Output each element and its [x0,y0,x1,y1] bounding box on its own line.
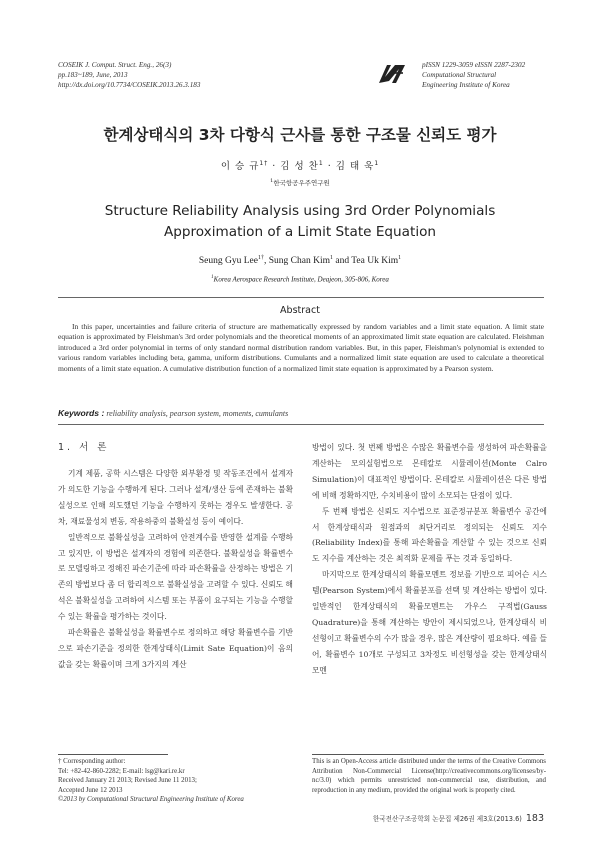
title-korean: 한계상태식의 3차 다항식 근사를 통한 구조물 신뢰도 평가 [103,126,497,144]
affiliation-english: $^1$Korea Aerospace Research Institute, Deajeon, 305-806, Korea [211,275,389,284]
abstract-body: In this paper, uncertainties and failure criteria of structure are mathematically expressed by random variables and a limit state equation. A limit state equation is approximated by Fleishman's 3rd order polynomials and the theoretical moments of an approximated limit state equation are calculated. Fleishman introduced a 3rd order polynomial in terms of only standard normal distribution random variables. But, in this paper, Fleishman's polynomial is extended to various random variables including beta, gamma, uniform distributions. Cumulants and a normalized limit state equation are used to calculate a theoretical moments of a limit state equation. A cumulative distribution function of a normalized limit state equation is approximated by a Pearson system. [58,322,544,373]
title-english [0,201,600,243]
citation-line-2: pp.183~189, June, 2013 [58,71,128,79]
title-english-line-1: Structure Reliability Analysis using 3rd Order Polynomials [104,203,496,219]
abstract-heading: Abstract [280,305,320,316]
body-paragraph: 일반적으로 불확실성을 고려하여 안전계수를 반영한 설계를 수행하고 있지만, 이 방법은 설계자의 경험에 의존한다. 불확실성을 확률변수로 모델링하고 정해진 파손기준에 따라 파손확률을 산정하는 방법은 기존의 방법보다 좀 더 합리적으로 불확실성을 고려할 수 있다. 신뢰도 해석은 불확실성을 고려하여 시스템 또는 부품이 요구되는 기능을 수행할 수 있는 확률을 평가하는 것이다. [58,532,293,622]
page-number: 183 [525,813,544,824]
corresponding-author-footnote: † Corresponding author: Tel: +82-42-860-2282; E-mail: lsg@kari.re.kr Received January 21 2013; Revised June 11 2013; Accepted June 12 2013 ©2013 by Computational Structural Engineering Institute of Korea [58,757,298,805]
authors-korean: 이 승 규$^{1\dagger}$ · 김 성 찬$^1$ · 김 태 욱$^1$ [220,159,380,172]
citation-line-1: COSEIK J. Comput. Struct. Eng., 26(3) [58,61,172,69]
publisher-line-2: Engineering Institute of Korea [422,81,510,89]
open-access-notice: This is an Open-Access article distributed under the terms of the Creative Commons Attribution Non-Commercial License(http://creativecommons.org/licenses/by-nc/3.0) which permits unrestricted non-commercial use, distribution, and reproduction in any medium, provided the original work is properly cited. [312,758,546,794]
abstract-bottom-divider [58,424,544,425]
body-paragraph: 기계 제품, 공학 시스템은 다양한 외부환경 및 작동조건에서 설계자가 의도한 기능을 수행하게 된다. 그러나 설계/생산 등에 존재하는 불확실성으로 인해 의도했던 기능을 수행하지 못하는 경우도 발생한다. 공차, 재료물성치 변동, 작용하중의 불확실성 등이 예이다. [58,469,293,526]
page-footer [355,813,544,824]
body-column-right [312,440,547,679]
journal-issn [422,60,525,90]
doi-link[interactable]: http://dx.doi.org/10.7734/COSEIK.2013.26.3.183 [58,81,201,89]
section-heading-introduction: 1. 서 론 [58,442,110,453]
keywords-list: reliability analysis, pearson system, moments, cumulants [104,409,289,418]
footnote-divider-right [312,754,544,755]
abstract-top-divider [58,297,544,298]
body-paragraph: 두 번째 방법은 신뢰도 지수법으로 표준정규분포 확률변수 공간에서 한계상태식과 원점과의 최단거리로 정의되는 신뢰도 지수(Reliability Index)를 통해 파손확률을 계산할 수 있는 것으로 신뢰도 지수를 계산하는 것은 최적화 문제를 푸는 것과 동일하다. [312,506,547,564]
journal-issue-label: 한국전산구조공학회 논문집 제26권 제3호(2013.6) [372,815,522,823]
journal-citation [58,60,200,90]
affiliation-korean: $^1$한국항공우주연구원 [270,178,330,188]
journal-logo-icon [377,63,407,85]
author-contact: Tel: +82-42-860-2282; E-mail: lsg@kari.re.kr [58,767,185,775]
publisher-line-1: Computational Structural [422,71,497,79]
body-column-left [58,440,293,673]
footnote-divider-left [58,754,168,755]
issn-line: pISSN 1229-3059 eISSN 2287-2302 [422,61,526,69]
title-english-line-2: Approximation of a Limit State Equation [163,224,437,240]
body-paragraph: 방법이 있다. 첫 번째 방법은 수많은 확률변수를 생성하여 파손확률을 계산하는 모의실험법으로 몬테칼로 시뮬레이션(Monte Calro Simulation)이 대표적인 방법이다. 몬테칼로 시뮬레이션은 다른 방법에 비해 정확하지만, 수치비용이 많이 소모되는 단점이 있다. [312,443,547,500]
body-paragraph: 파손확률은 불확실성을 확률변수로 정의하고 해당 확률변수를 기반으로 파손기준을 정의한 한계상태식(Limit Sate Equation)이 음의 값을 갖는 확률이며 크게 3가지의 계산 [58,628,293,669]
keywords-label: Keywords : [58,408,105,418]
authors-english: Seung Gyu Lee$^{1\dagger}$, Sung Chan Kim$^1$ and Tea Uk Kim$^1$ [198,255,402,267]
body-paragraph: 마지막으로 한계상태식의 확률모멘트 정보를 기반으로 피어슨 시스템(Pearson System)에서 확률분포를 선택 및 계산하는 방법이 있다. 일반적인 한계상태식의 확률모멘트는 가우스 구적법(Gauss Quadrature)을 통해 계산하는 방안이 제시되었으나, 한계상태식 비선형이고 확률변수의 수가 많을 경우, 많은 계산량이 필요하다. 예를 들어, 확률변수 10개로 구성되고 3차정도 비선형성을 갖는 한계상태식 모멘 [312,570,547,675]
keywords-line [58,408,288,418]
